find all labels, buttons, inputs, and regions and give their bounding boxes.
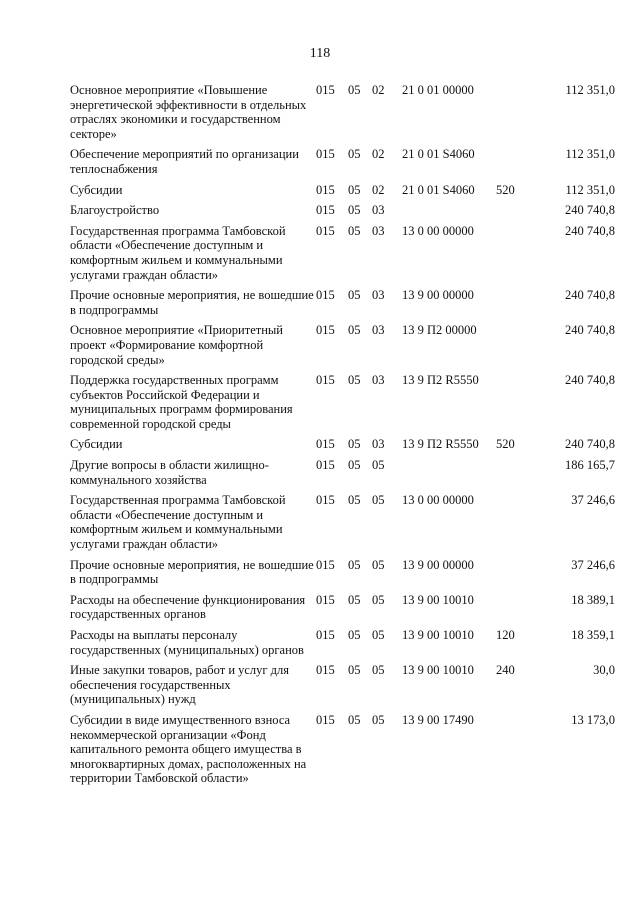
row-section: 05 [348,663,361,678]
row-name: Обеспечение мероприятий по организации теплоснабжения [70,147,299,176]
row-section: 05 [348,458,361,473]
table-row [70,203,615,224]
row-name: Другие вопросы в области жилищно-коммунального хозяйства [70,458,269,487]
row-subsection: 02 [372,182,385,197]
row-ministry-code: 015 [316,458,335,473]
row-section: 05 [348,323,361,338]
row-subsection: 05 [372,712,385,727]
row-name: Иные закупки товаров, работ и услуг для обеспечения государственных (муниципальных) нужд [70,663,290,707]
row-subsection: 05 [372,592,385,607]
row-expense-type [496,203,536,224]
row-expense-type [496,713,536,792]
table-row [70,224,615,288]
row-subsection: 05 [372,493,385,508]
row-subsection: 02 [372,83,385,97]
row-section: 05 [348,557,361,572]
row-subsection: 03 [372,437,385,452]
row-expense-type [496,224,536,288]
row-subsection: 03 [372,373,385,388]
row-expense-type [496,147,536,182]
row-target-article: 13 9 00 00000 [402,557,474,572]
row-expense-type [496,323,536,373]
row-target-article: 13 9 П2 R5550 [402,373,479,388]
row-name: Благоустройство [70,203,160,218]
table-row [70,628,615,663]
row-amount: 112 351,0 [565,83,615,97]
table-row [70,83,615,147]
table-row [70,663,615,713]
budget-table-body [70,83,615,792]
row-expense-type: 120 [496,628,515,642]
row-amount: 240 740,8 [565,203,615,218]
row-target-article: 13 9 00 10010 [402,628,474,642]
table-row [70,458,615,493]
row-ministry-code: 015 [316,712,335,727]
row-target-article: 13 9 00 10010 [402,592,474,607]
row-ministry-code: 015 [316,437,335,452]
row-expense-type [496,373,536,437]
row-ministry-code: 015 [316,373,335,388]
row-target-article: 21 0 01 00000 [402,83,474,97]
table-row [70,183,615,204]
row-expense-type [496,593,536,628]
row-subsection: 03 [372,203,385,218]
row-name: Прочие основные мероприятия, не вошедшие в подпрограммы [70,557,314,587]
row-ministry-code: 015 [316,663,335,678]
table-row [70,147,615,182]
page-number: 118 [309,46,331,61]
row-target-article: 13 9 00 17490 [402,712,474,727]
row-amount: 186 165,7 [565,458,615,473]
row-name: Государственная программа Тамбовской области «Обеспечение доступным и комфортным жильем и коммунальными услугами граждан области» [70,223,286,282]
table-row [70,713,615,792]
row-amount: 30,0 [593,663,615,678]
row-target-article [402,203,496,224]
row-subsection: 03 [372,223,385,238]
row-amount: 18 359,1 [571,628,615,642]
row-subsection: 05 [372,663,385,678]
table-row [70,437,615,458]
row-target-article: 13 9 00 10010 [402,663,474,678]
row-expense-type [496,558,536,593]
table-row [70,493,615,557]
row-section: 05 [348,628,361,642]
row-ministry-code: 015 [316,83,335,97]
row-name: Государственная программа Тамбовской области «Обеспечение доступным и комфортным жильем и коммунальными услугами граждан области» [70,493,286,552]
row-section: 05 [348,223,361,238]
row-target-article: 13 9 П2 00000 [402,323,477,338]
row-name: Субсидии в виде имущественного взноса некоммерческой организации «Фонд капитального ремонта общего имущества в многоквартирных домах, расположенных на территории Тамбовской области» [70,712,307,786]
row-ministry-code: 015 [316,557,335,572]
row-ministry-code: 015 [316,182,335,197]
table-row [70,323,615,373]
row-ministry-code: 015 [316,203,335,218]
row-amount: 37 246,6 [571,557,615,572]
row-section: 05 [348,712,361,727]
row-ministry-code: 015 [316,493,335,508]
row-name: Расходы на обеспечение функционирования государственных органов [70,592,306,622]
row-name: Прочие основные мероприятия, не вошедшие в подпрограммы [70,288,314,317]
row-amount: 18 389,1 [571,592,615,607]
row-amount: 37 246,6 [571,493,615,508]
row-subsection: 05 [372,628,385,642]
row-subsection: 03 [372,323,385,338]
table-row [70,373,615,437]
row-ministry-code: 015 [316,592,335,607]
row-target-article [402,458,496,493]
row-subsection: 03 [372,288,385,303]
row-target-article: 13 0 00 00000 [402,223,474,238]
table-row [70,288,615,323]
row-expense-type [496,288,536,323]
row-amount: 240 740,8 [565,323,615,338]
row-section: 05 [348,182,361,197]
row-target-article: 13 9 00 00000 [402,288,474,303]
row-expense-type [496,458,536,493]
row-amount: 112 351,0 [565,182,615,197]
row-ministry-code: 015 [316,288,335,303]
row-amount: 13 173,0 [571,712,615,727]
row-name: Поддержка государственных программ субъектов Российской Федерации и муниципальных программ формирования современной городской среды [70,373,293,431]
row-section: 05 [348,147,361,162]
row-target-article: 21 0 01 S4060 [402,182,475,197]
row-section: 05 [348,592,361,607]
row-amount: 112 351,0 [565,147,615,162]
row-target-article: 13 0 00 00000 [402,493,474,508]
row-subsection: 05 [372,557,385,572]
table-row [70,558,615,593]
row-name: Основное мероприятие «Повышение энергетической эффективности в отдельных отраслях экономики и государственном секторе» [70,83,307,141]
row-name: Расходы на выплаты персоналу государственных (муниципальных) органов [70,628,304,657]
row-amount: 240 740,8 [565,223,615,238]
row-amount: 240 740,8 [565,373,615,388]
row-target-article: 13 9 П2 R5550 [402,437,479,452]
row-ministry-code: 015 [316,147,335,162]
row-name: Субсидии [70,182,123,197]
row-expense-type: 520 [496,182,515,197]
row-name: Основное мероприятие «Приоритетный проект «Формирование комфортной городской среды» [70,323,284,367]
row-target-article: 21 0 01 S4060 [402,147,475,162]
row-ministry-code: 015 [316,223,335,238]
row-subsection: 02 [372,147,385,162]
row-section: 05 [348,437,361,452]
row-amount: 240 740,8 [565,437,615,452]
row-subsection: 05 [372,458,385,473]
row-expense-type: 240 [496,663,515,678]
row-section: 05 [348,493,361,508]
row-ministry-code: 015 [316,323,335,338]
row-expense-type [496,83,536,147]
row-name: Субсидии [70,437,123,452]
row-ministry-code: 015 [316,628,335,642]
row-expense-type: 520 [496,437,515,452]
row-expense-type [496,493,536,557]
budget-table [70,83,615,792]
row-section: 05 [348,203,361,218]
table-row [70,593,615,628]
row-section: 05 [348,288,361,303]
row-section: 05 [348,373,361,388]
row-amount: 240 740,8 [565,288,615,303]
row-section: 05 [348,83,361,97]
